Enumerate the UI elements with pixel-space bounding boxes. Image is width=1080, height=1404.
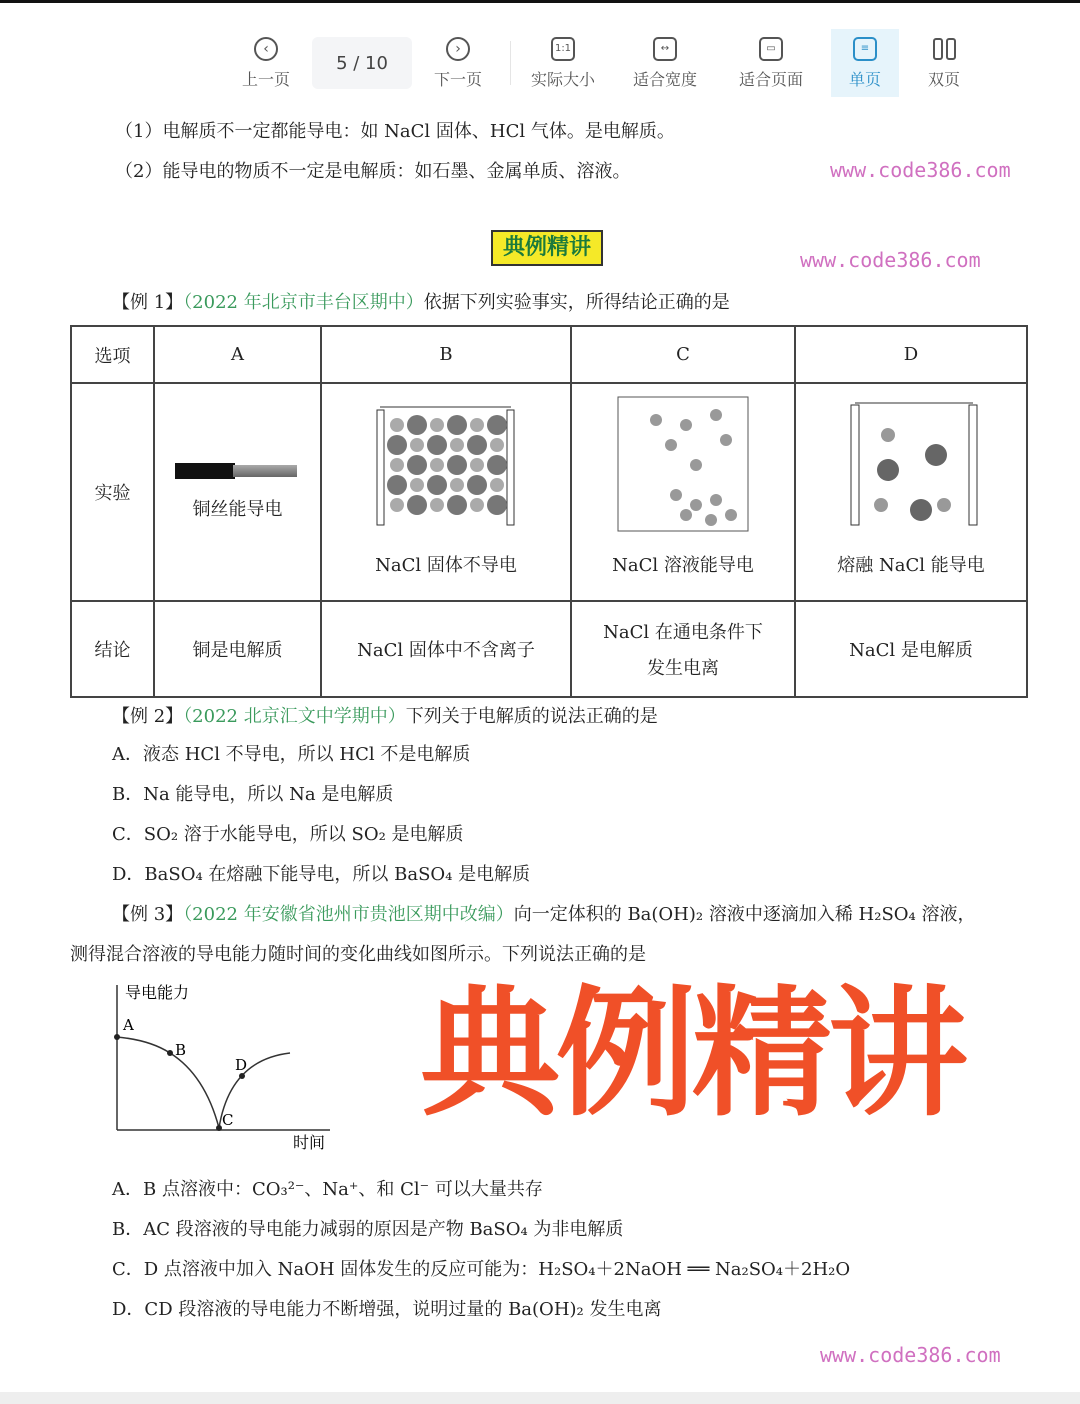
table-header-row [71, 326, 1027, 383]
solution-ion [690, 499, 702, 511]
ex1-source: （2022 年北京市丰台区期中） [183, 292, 424, 313]
chevron-left-icon: ‹ [254, 37, 278, 61]
divider [510, 41, 511, 85]
overlay-heading-stamp: 典例精讲 [420, 973, 965, 1136]
ex2-source: （2022 北京汇文中学期中） [183, 706, 406, 727]
con-c-line1: NaCl 在通电条件下 [603, 622, 763, 643]
exp-d-caption: 熔融 NaCl 能导电 [837, 555, 985, 576]
lattice-ion [470, 498, 484, 512]
ex3-option-b: B．AC 段溶液的导电能力减弱的原因是产物 BaSO₄ 为非电解质 [112, 1219, 624, 1240]
next-label: 下一页 [433, 69, 482, 89]
note-2: （2）能导电的物质不一定是电解质：如石墨、金属单质、溶液。 [115, 161, 631, 182]
lattice-ion [390, 458, 404, 472]
single-page-button[interactable] [831, 29, 899, 97]
row-label-experiment: 实验 [71, 383, 154, 601]
copper-wire-image [175, 463, 235, 479]
lattice-ion [467, 435, 487, 455]
table-row-conclusion [71, 601, 1027, 697]
lattice-ion [490, 438, 504, 452]
solution-ion [680, 509, 692, 521]
ex2-option-a: A．液态 HCl 不导电，所以 HCl 不是电解质 [112, 744, 471, 765]
lattice-ion [387, 435, 407, 455]
lattice-ion [470, 418, 484, 432]
actual-size-button[interactable] [517, 29, 609, 97]
solution-ion [725, 509, 737, 521]
copper-wire-strands [233, 465, 297, 477]
con-c [571, 601, 795, 697]
ex3-option-d: D．CD 段溶液的导电能力不断增强，说明过量的 Ba(OH)₂ 发生电离 [112, 1299, 662, 1320]
conductivity-curve [117, 1037, 290, 1128]
lattice-ion [490, 478, 504, 492]
watermark-right-top: www.code386.com [830, 158, 1011, 182]
nacl-solution-diagram [616, 395, 756, 535]
point-b [167, 1050, 173, 1056]
molten-nacl-diagram [846, 395, 986, 535]
top-edge [0, 0, 1080, 3]
solution-ion [650, 414, 662, 426]
header-d: D [795, 326, 1027, 383]
solution-ion [710, 494, 722, 506]
experiment-table [70, 325, 1028, 698]
lattice-ion [447, 455, 467, 475]
double-page-button[interactable] [909, 29, 979, 97]
label-a: A [123, 1016, 134, 1034]
solution-ion [690, 459, 702, 471]
prev-label: 上一页 [241, 69, 290, 89]
lattice-ion [407, 455, 427, 475]
ex3-option-a: A．B 点溶液中：CO₃²⁻、Na⁺、和 Cl⁻ 可以大量共存 [112, 1179, 543, 1200]
conductivity-graph [105, 980, 345, 1155]
lattice-ion [390, 498, 404, 512]
lattice-ion [450, 438, 464, 452]
prev-page-button[interactable] [220, 29, 312, 97]
lattice-ion [470, 458, 484, 472]
chevron-right-icon: › [446, 37, 470, 61]
solution-ion [720, 434, 732, 446]
exp-b-caption: NaCl 固体不导电 [375, 555, 517, 576]
double-label: 双页 [927, 69, 960, 89]
ex2-option-d: D．BaSO₄ 在熔融下能导电，所以 BaSO₄ 是电解质 [112, 864, 531, 885]
ex1-question: 依据下列实验事实，所得结论正确的是 [423, 292, 730, 313]
ex3-question-1: 向一定体积的 Ba(OH)₂ 溶液中逐滴加入稀 H₂SO₄ 溶液， [513, 904, 976, 925]
lattice-ion [487, 455, 507, 475]
single-page-icon: ≡ [853, 37, 877, 61]
lattice-ion [407, 415, 427, 435]
actual-label: 实际大小 [530, 69, 595, 89]
example-1-title [112, 288, 730, 314]
row-label-conclusion: 结论 [71, 601, 154, 697]
lattice-ion [447, 415, 467, 435]
fit-width-button[interactable] [609, 29, 721, 97]
fit-page-icon: ▭ [759, 37, 783, 61]
lattice-ion [430, 498, 444, 512]
header-c: C [571, 326, 795, 383]
solution-ion [710, 409, 722, 421]
solution-ion [670, 489, 682, 501]
solution-ion [705, 514, 717, 526]
exp-a-caption: 铜丝能导电 [192, 499, 283, 520]
con-c-line2: 发生电离 [647, 658, 719, 679]
bottom-scroll-area [0, 1392, 1080, 1404]
double-page-icon [931, 37, 957, 61]
next-page-button[interactable] [412, 29, 504, 97]
example-3-title [112, 900, 976, 926]
watermark-center: www.code386.com [800, 248, 981, 272]
header-b: B [321, 326, 571, 383]
ex3-option-c: C．D 点溶液中加入 NaOH 固体发生的反应可能为：H₂SO₄＋2NaOH ══ Na₂SO₄＋2H₂O [112, 1259, 851, 1280]
pdf-toolbar [220, 28, 979, 98]
fit-page-label: 适合页面 [738, 69, 803, 89]
label-d: D [235, 1056, 248, 1074]
watermark-bottom: www.code386.com [820, 1343, 1001, 1367]
ex1-label: 【例 1】 [112, 292, 184, 313]
fit-width-label: 适合宽度 [632, 69, 697, 89]
note-1: （1）电解质不一定都能导电：如 NaCl 固体、HCl 气体。是电解质。 [115, 121, 675, 142]
ex2-option-b: B．Na 能导电，所以 Na 是电解质 [112, 784, 394, 805]
ex3-source: （2022 年安徽省池州市贵池区期中改编） [183, 904, 514, 925]
lattice-ion [390, 418, 404, 432]
con-b: NaCl 固体中不含离子 [321, 601, 571, 697]
ex3-label: 【例 3】 [112, 904, 184, 925]
lattice-ion [407, 495, 427, 515]
header-a: A [154, 326, 321, 383]
lattice-ion [430, 418, 444, 432]
ex2-question: 下列关于电解质的说法正确的是 [405, 706, 658, 727]
lattice-ion [450, 478, 464, 492]
fit-width-icon: ↔ [653, 37, 677, 61]
header-option: 选项 [71, 326, 154, 383]
nacl-solid-diagram [367, 395, 527, 545]
con-a: 铜是电解质 [154, 601, 321, 697]
ex2-option-c: C．SO₂ 溶于水能导电，所以 SO₂ 是电解质 [112, 824, 464, 845]
lattice-ion [447, 495, 467, 515]
lattice-ion [410, 438, 424, 452]
con-d: NaCl 是电解质 [795, 601, 1027, 697]
section-heading: 典例精讲 [491, 230, 603, 266]
example-2-title [112, 702, 658, 728]
label-c: C [222, 1111, 234, 1129]
lattice-ion [467, 475, 487, 495]
lattice-ion [410, 478, 424, 492]
label-b: B [175, 1041, 187, 1059]
graph-xlabel: 时间 [293, 1133, 326, 1152]
lattice-ion [427, 475, 447, 495]
graph-ylabel: 导电能力 [125, 983, 190, 1002]
lattice-ion [430, 458, 444, 472]
ex2-label: 【例 2】 [112, 706, 184, 727]
lattice-ion [487, 495, 507, 515]
page-indicator[interactable]: 5 / 10 [312, 37, 412, 89]
fit-page-button[interactable] [721, 29, 821, 97]
solution-ion [680, 419, 692, 431]
lattice-ion [387, 475, 407, 495]
point-a [114, 1034, 120, 1040]
ex3-question-2: 测得混合溶液的导电能力随时间的变化曲线如图所示。下列说法正确的是 [70, 944, 646, 965]
lattice-ion [487, 415, 507, 435]
single-label: 单页 [848, 69, 881, 89]
exp-c-caption: NaCl 溶液能导电 [612, 555, 754, 576]
lattice-ion [427, 435, 447, 455]
actual-size-icon: 1:1 [551, 37, 575, 61]
table-row-experiment [71, 383, 1027, 601]
solution-ion [665, 439, 677, 451]
